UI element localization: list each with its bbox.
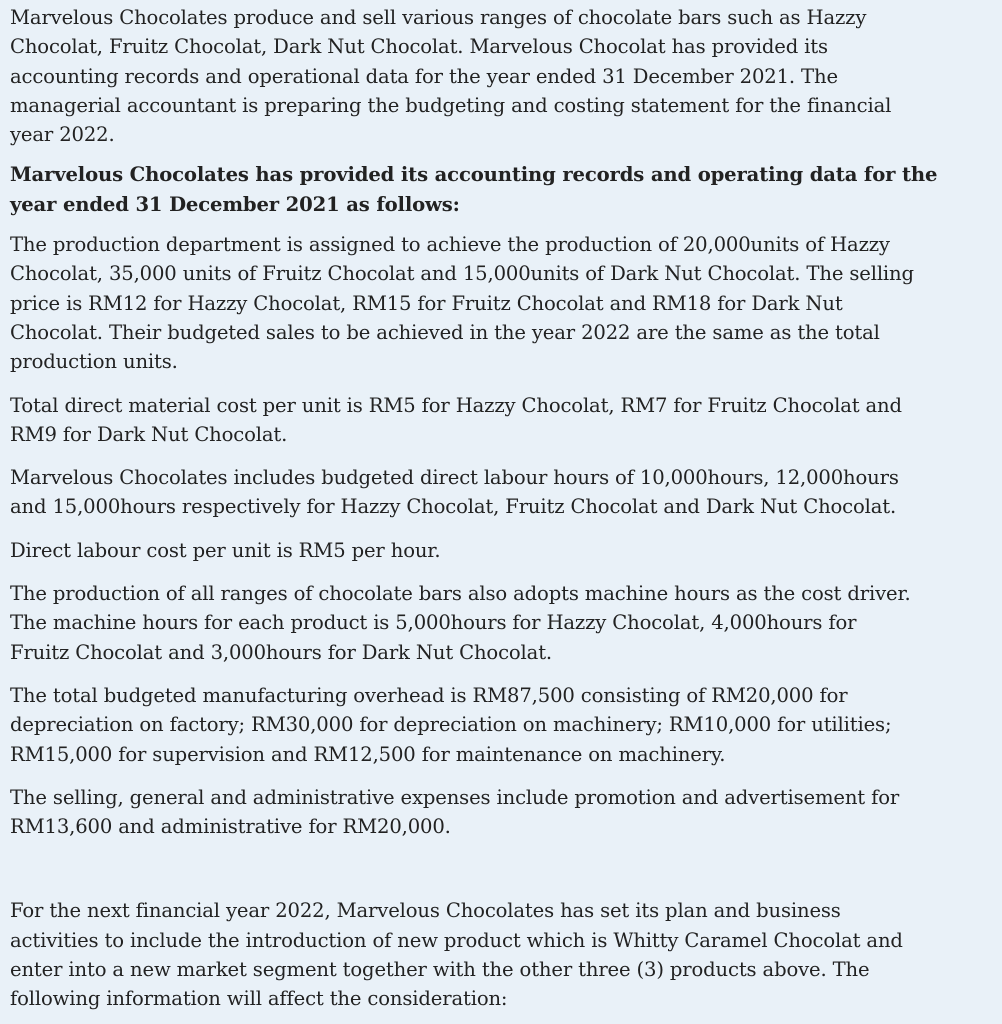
paragraph-direct-material: Total direct material cost per unit is RM5 for Hazzy Chocolat, RM7 for Fruitz Chocolat and RM9 for Dark Nut Chocolat. <box>10 393 902 446</box>
paragraph-next-year-plan: For the next financial year 2022, Marvelous Chocolates has set its plan and business activities to include the introduction of new product which is Whitty Caramel Chocolat and enter into a new market segment together with the other three (3) products above. The following information will affect the consideration: <box>10 899 903 1011</box>
paragraph-labour-hours: Marvelous Chocolates includes budgeted direct labour hours of 10,000hours, 12,000hours and 15,000hours respectively for Hazzy Chocolat, Fruitz Chocolat and Dark Nut Chocolat. <box>10 466 899 519</box>
paragraph-machine-hours: The production of all ranges of chocolate bars also adopts machine hours as the cost driver. The machine hours for each product is 5,000hours for Hazzy Chocolat, 4,000hours for Fruitz Chocolat and 3,000hours for Dark Nut Chocolat. <box>10 582 911 664</box>
paragraph-sga-expenses: The selling, general and administrative expenses include promotion and advertisement for RM13,600 and administrative for RM20,000. <box>10 785 900 839</box>
paragraph-intro: Marvelous Chocolates produce and sell various ranges of chocolate bars such as Hazzy Chocolat, Fruitz Chocolat, Dark Nut Chocolat. Marvelous Chocolat has provided its accounting records and operational data for the year ended 31 December 2021. The managerial accountant is preparing the budgeting and costing statement for the financial year 2022. <box>10 6 892 147</box>
paragraph-heading: Marvelous Chocolates has provided its accounting records and operating data for the year ended 31 December 2021 as follows: <box>10 163 938 216</box>
paragraph-labour-cost: Direct labour cost per unit is RM5 per hour. <box>10 538 441 562</box>
paragraph-overhead: The total budgeted manufacturing overhead is RM87,500 consisting of RM20,000 for depreciation on factory; RM30,000 for depreciation on machinery; RM10,000 for utilities; RM15,000 for supervision and RM12,500 for maintenance on machinery. <box>10 683 892 766</box>
paragraph-production: The production department is assigned to achieve the production of 20,000units of Hazzy Chocolat, 35,000 units of Fruitz Chocolat and 15,000units of Dark Nut Chocolat. The selling price is RM12 for Hazzy Chocolat, RM15 for Fruitz Chocolat and RM18 for Dark Nut Chocolat. Their budgeted sales to be achieved in the year 2022 are the same as the total production units. <box>10 233 914 374</box>
